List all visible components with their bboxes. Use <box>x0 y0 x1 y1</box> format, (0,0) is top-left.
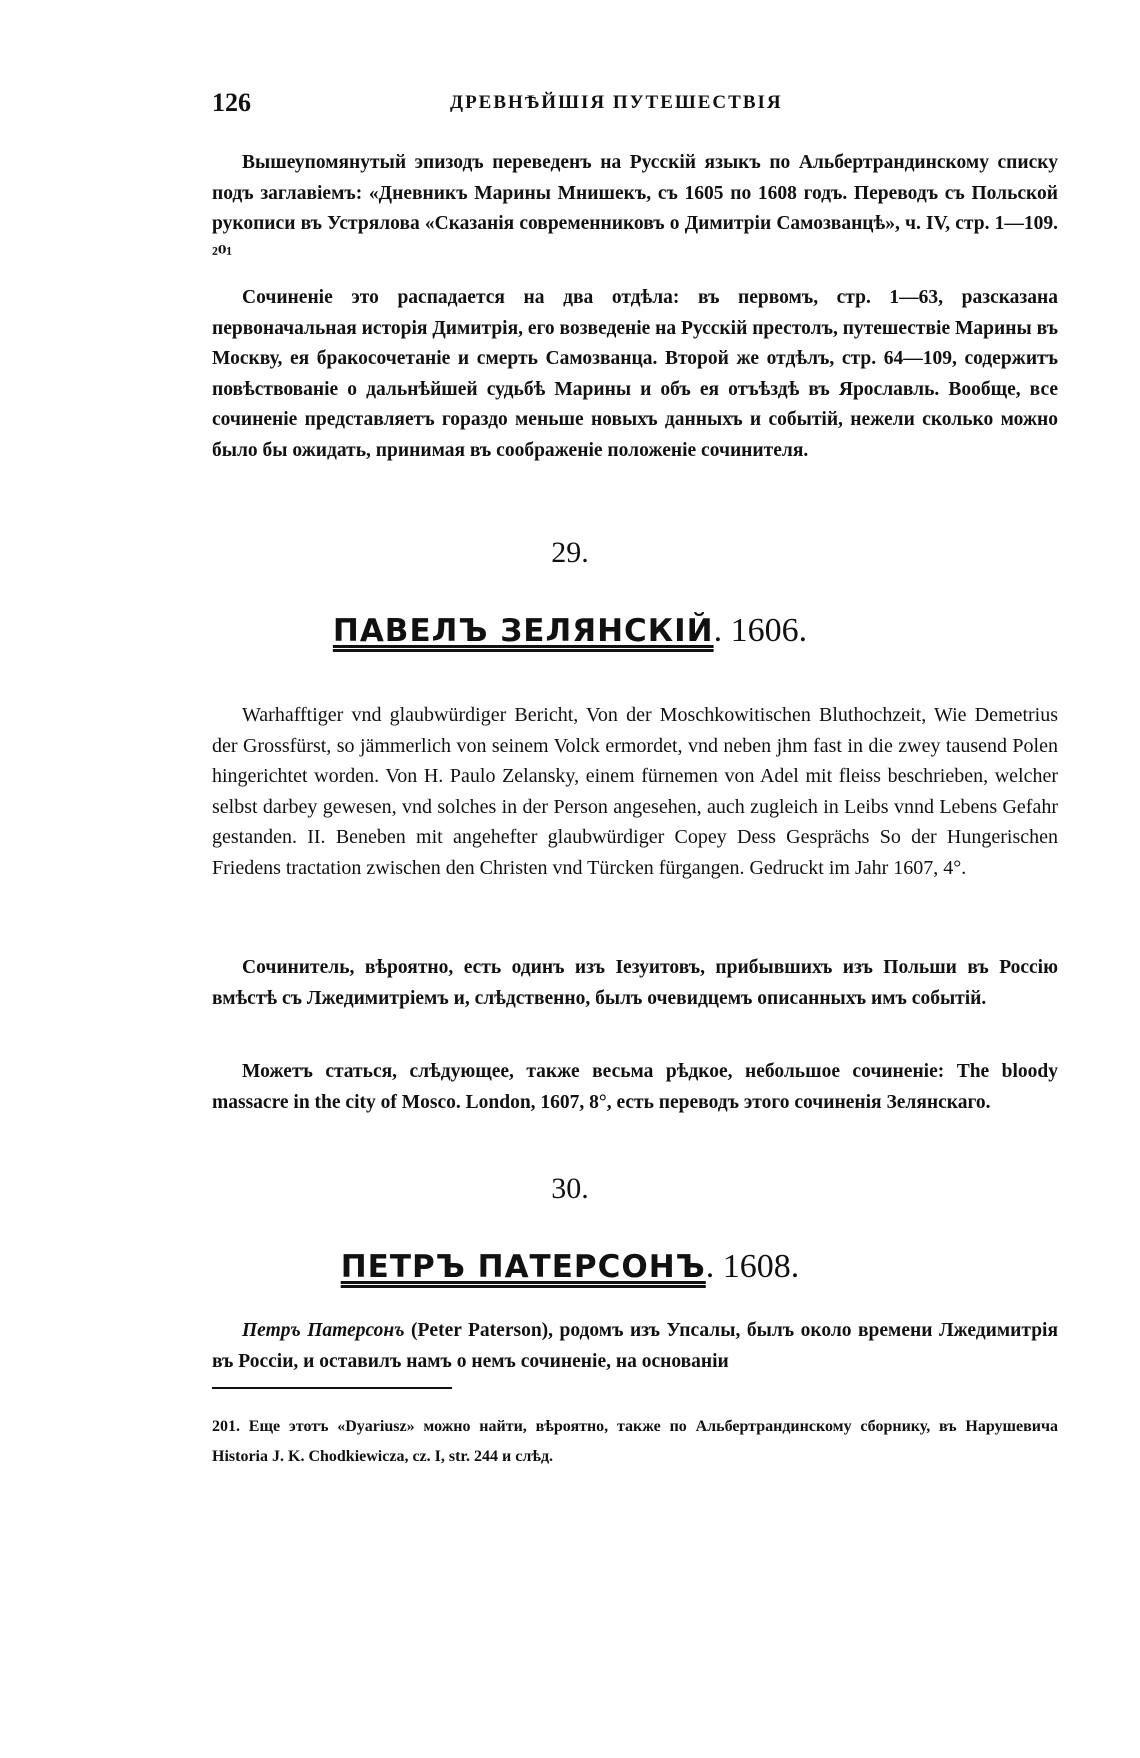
section-29-year: . 1606. <box>713 612 808 649</box>
running-title: ДРЕВНѢЙШІЯ ПУТЕШЕСТВІЯ <box>450 92 783 113</box>
section-30-author-name: ПЕТРЪ ПАТЕРСОНЪ <box>340 1249 706 1285</box>
section-30-number: 30. <box>551 1172 589 1205</box>
section-29-title <box>0 612 1140 650</box>
paterson-name-italic: Петръ Патерсонъ <box>242 1320 405 1341</box>
german-title-entry: Warhafftiger vnd glaubwürdiger Bericht, Von der Moschkowitischen Bluthochzeit, Wie Demetrius der Grossfürst, so jämmerlich von seinem Volck ermordet, vnd neben jhm fast in die zwey tausend Polen hingerichtet worden. Von H. Paulo Zelansky, einem fürnemen von Adel mit fleiss beschrieben, welcher selbst darbey gewesen, vnd solches in der Person angesehen, auch zugleich in Leibs vnnd Lebens Gefahr gestanden. II. Beneben mit angehefter glaubwürdiger Copey Dess Gesprächs So der Hungerischen Friedens tractation zwischen den Christen vnd Türcken fürgangen. Gedruckt im Jahr 1607, 4°. <box>212 704 1058 879</box>
section-30-title <box>0 1248 1140 1286</box>
section-30-year: . 1608. <box>705 1248 800 1285</box>
paragraph-author-jesuit: Сочинитель, вѣроятно, есть одинъ изъ Іезуитовъ, прибывшихъ изъ Польши въ Россію вмѣстѣ съ Лжедимитріемъ и, слѣдственно, былъ очевидцемъ описанныхъ имъ событій. <box>212 957 1058 1009</box>
page-number: 126 <box>212 88 251 117</box>
page-header <box>212 88 1052 124</box>
paragraph-episode-translation: Вышеупомянутый эпизодъ переведенъ на Русскій языкъ по Альбертрандинскому списку подъ заглавіемъ: «Дневникъ Марины Мнишекъ, съ 1605 по 1608 годъ. Переводъ съ Польской рукописи въ Устрялова «Сказанія современниковъ о Димитріи Самозванцѣ», ч. IV, стр. 1—109. ²⁰¹ <box>212 152 1058 265</box>
footnote-201: 201. Еще этотъ «Dyariusz» можно найти, вѣроятно, также по Альбертрандинскому сборнику, въ Нарушевича Historia J. K. Chodkiewicza, cz. I, str. 244 и слѣд. <box>212 1418 1058 1465</box>
footnote-rule <box>212 1387 452 1389</box>
paterson-text: (Peter Paterson), родомъ изъ Упсалы, былъ около времени Лжедимитрія въ Россіи, и оставилъ намъ о немъ сочиненіе, на основаніи <box>212 1320 1059 1372</box>
section-29-author-name: ПАВЕЛЪ ЗЕЛЯНСКІЙ <box>332 613 714 649</box>
paragraph-work-structure: Сочиненіе это распадается на два отдѣла: въ первомъ, стр. 1—63, разсказана первоначальная исторія Димитрія, его возведеніе на Русскій престолъ, путешествіе Марины въ Москву, ея бракосочетаніе и смерть Самозванца. Второй же отдѣлъ, стр. 64—109, содержитъ повѣствованіе о дальнѣйшей судьбѣ Марины и объ ея отъѣздѣ въ Ярославль. Вообще, все сочиненіе представляетъ гораздо меньше новыхъ данныхъ и событій, нежели сколько можно было бы ожидать, принимая въ соображеніе положеніе сочинителя. <box>212 287 1058 461</box>
paragraph-bloody-massacre: Можетъ статься, слѣдующее, также весьма рѣдкое, небольшое сочиненіе: The bloody massacre in the city of Mosco. London, 1607, 8°, есть переводъ этого сочиненія Зелянскаго. <box>212 1061 1058 1113</box>
section-29-number: 29. <box>551 536 589 569</box>
paragraph-paterson <box>212 1316 1058 1377</box>
